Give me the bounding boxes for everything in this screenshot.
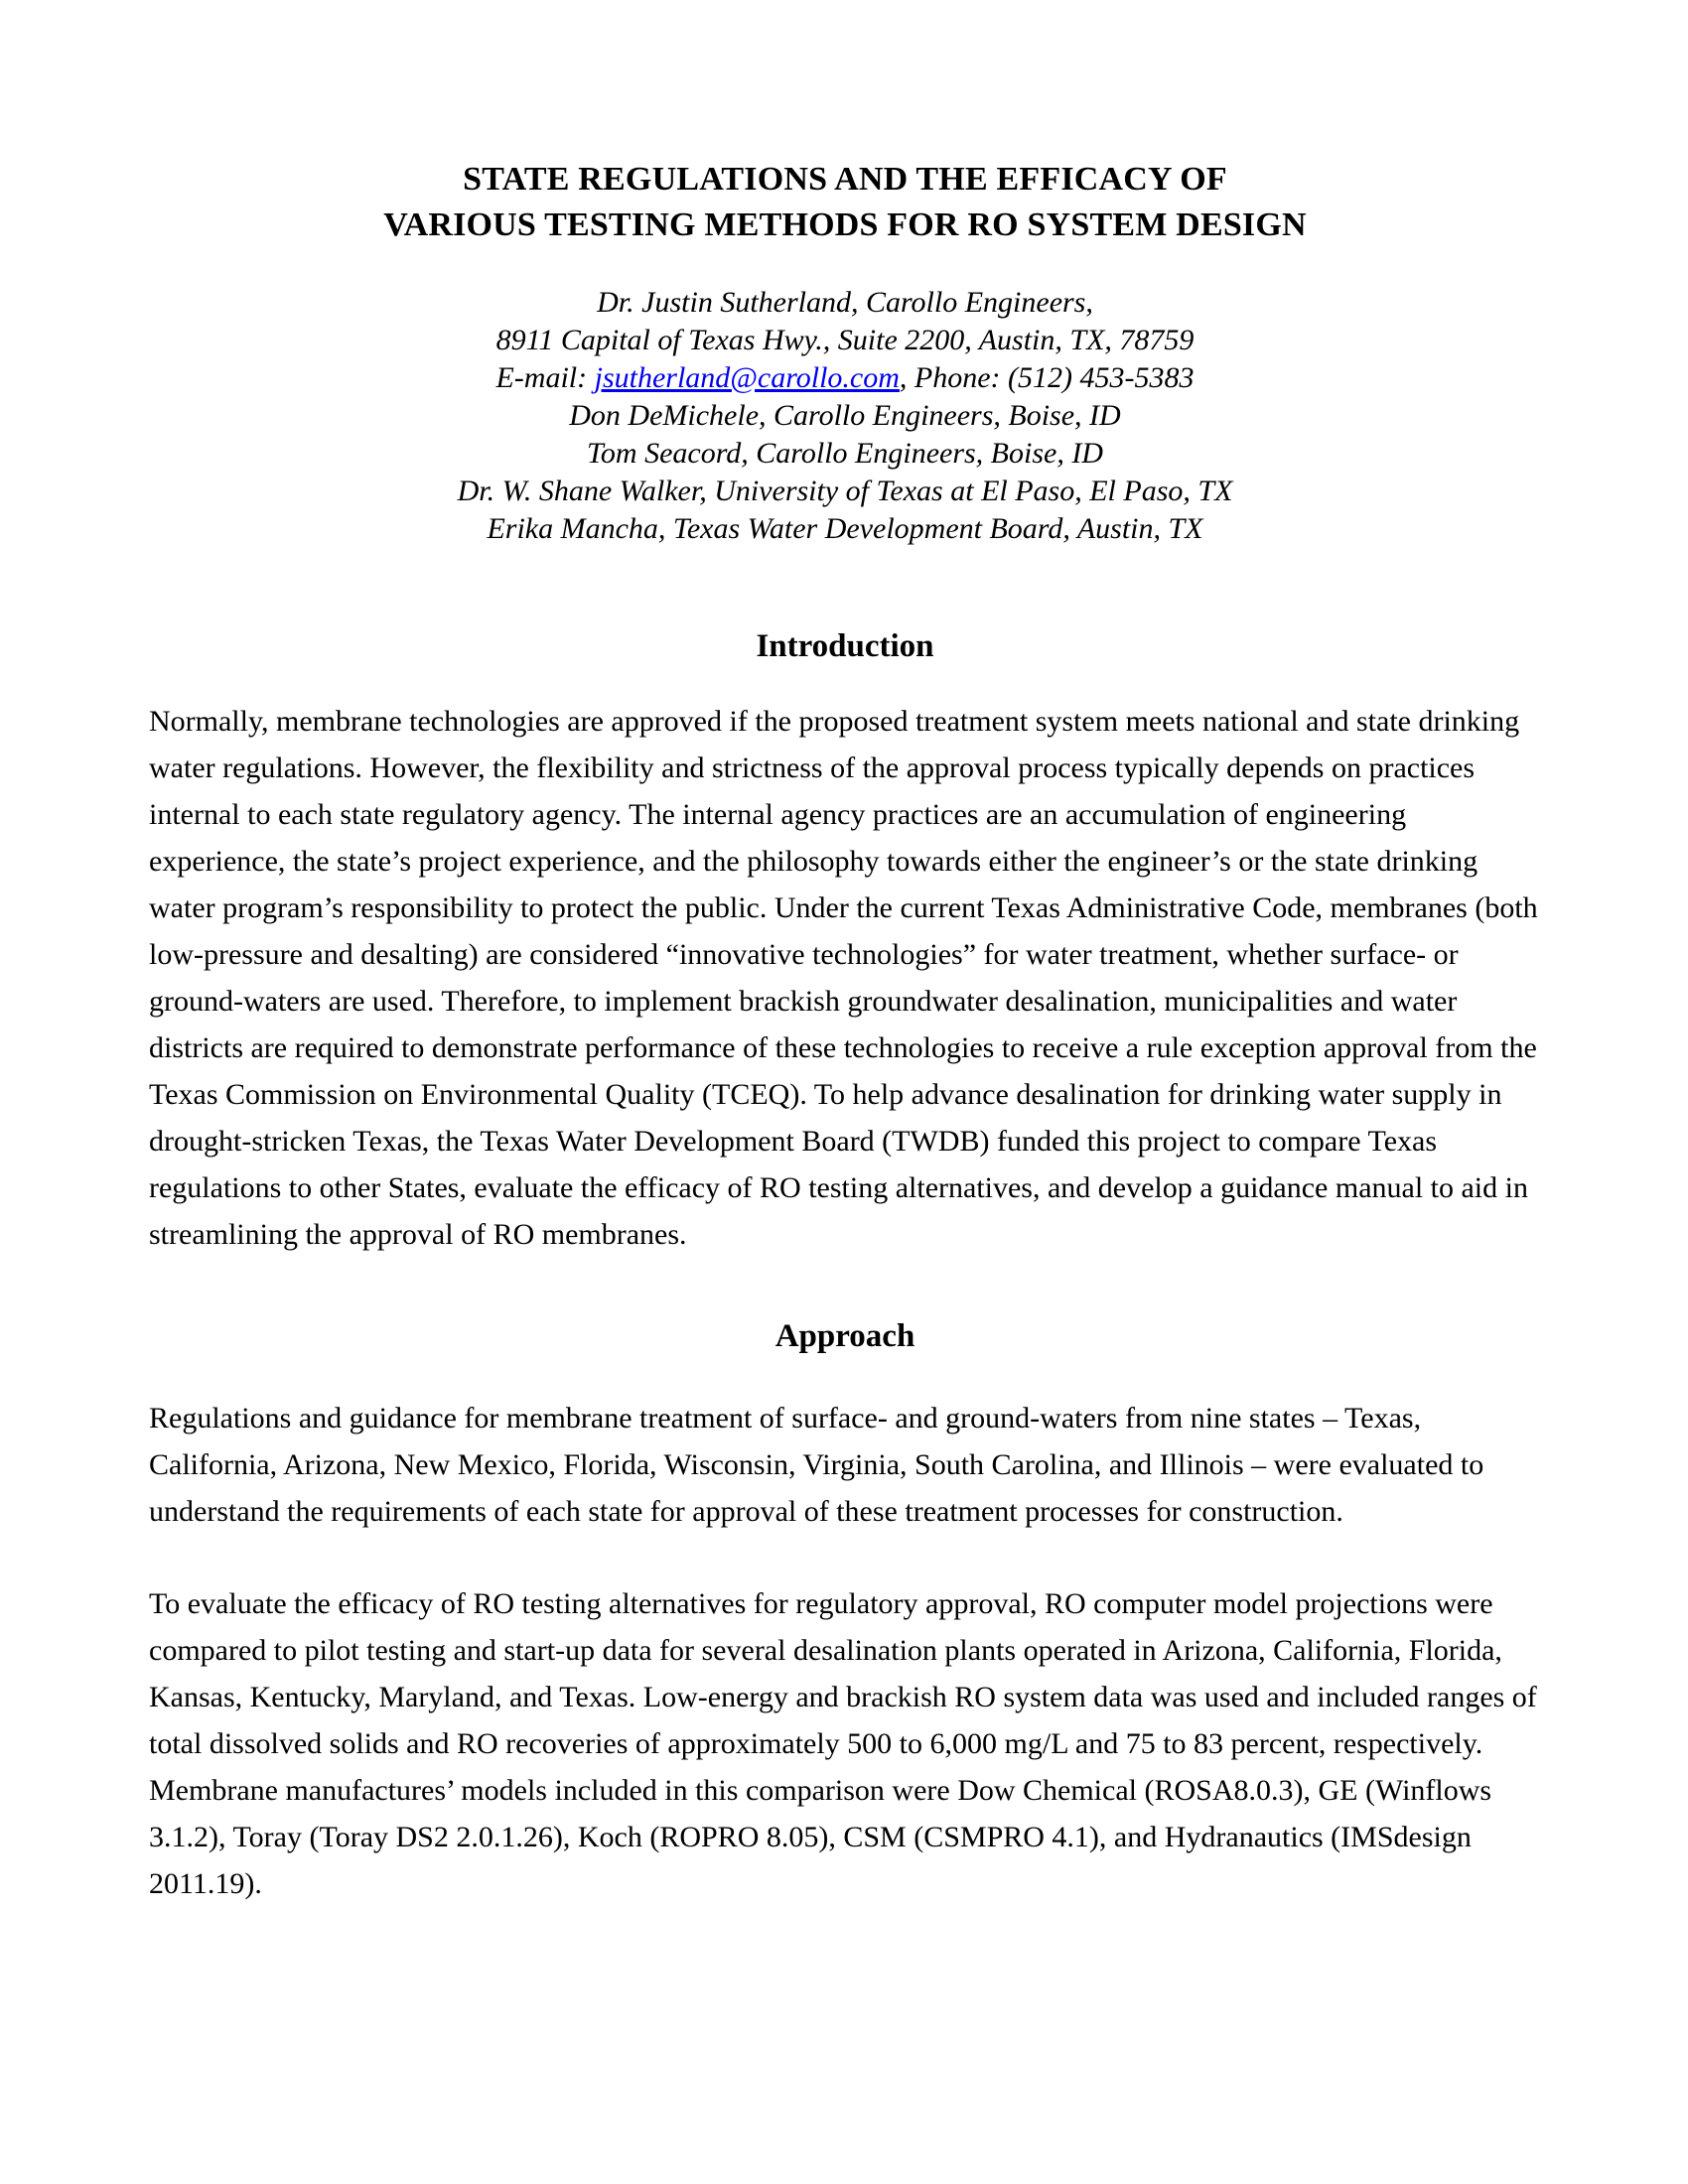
paper-title	[149, 157, 1541, 248]
author-address: 8911 Capital of Texas Hwy., Suite 2200, Austin, TX, 78759	[495, 324, 1195, 356]
author-name-affiliation: Don DeMichele, Carollo Engineers, Boise, ID	[569, 399, 1121, 432]
phone-text: , Phone: (512) 453-5383	[899, 361, 1195, 394]
section-heading-introduction: Introduction	[756, 628, 934, 664]
approach-paragraph-1: Regulations and guidance for membrane treatment of surface- and ground-waters from nine states – Texas, California, Arizona, New Mexico, Florida, Wisconsin, Virginia, South Carolina, and Illinois – were evaluated to understand the requirements of each state for approval of these treatment processes for construction.	[149, 1402, 1484, 1528]
approach-paragraph-2: To evaluate the efficacy of RO testing alternatives for regulatory approval, RO computer model projections were compared to pilot testing and start-up data for several desalination plants operated in Arizona, California, Florida, Kansas, Kentucky, Maryland, and Texas. Low-energy and brackish RO system data was used and included ranges of total dissolved solids and RO recoveries of approximately 500 to 6,000 mg/L and 75 to 83 percent, respectively. Membrane manufactures’ models included in this comparison were Dow Chemical (ROSA8.0.3), GE (Winflows 3.1.2), Toray (Toray DS2 2.0.1.26), Koch (ROPRO 8.05), CSM (CSMPRO 4.1), and Hydranautics (IMSdesign 2011.19).	[149, 1587, 1537, 1900]
paper-title-line1: STATE REGULATIONS AND THE EFFICACY OF	[463, 161, 1227, 198]
email-label: E-mail:	[495, 361, 595, 394]
author-block	[149, 284, 1541, 548]
author-name-affiliation: Tom Seacord, Carollo Engineers, Boise, ID	[587, 437, 1103, 470]
paper-title-line2: VARIOUS TESTING METHODS FOR RO SYSTEM DESIGN	[383, 206, 1307, 243]
author-name-affiliation: Dr. W. Shane Walker, University of Texas at El Paso, El Paso, TX	[457, 475, 1233, 507]
author-name-affiliation: Erika Mancha, Texas Water Development Board, Austin, TX	[487, 512, 1203, 545]
author-name-affiliation: Dr. Justin Sutherland, Carollo Engineers,	[597, 286, 1093, 319]
introduction-paragraph: Normally, membrane technologies are approved if the proposed treatment system meets national and state drinking water regulations. However, the flexibility and strictness of the approval process typically depends on practices internal to each state regulatory agency. The internal agency practices are an accumulation of engineering experience, the state’s project experience, and the philosophy towards either the engineer’s or the state drinking water program’s responsibility to protect the public. Under the current Texas Administrative Code, membranes (both low-pressure and desalting) are considered “innovative technologies” for water treatment, whether surface- or ground-waters are used. Therefore, to implement brackish groundwater desalination, municipalities and water districts are required to demonstrate performance of these technologies to receive a rule exception approval from the Texas Commission on Environmental Quality (TCEQ). To help advance desalination for drinking water supply in drought-stricken Texas, the Texas Water Development Board (TWDB) funded this project to compare Texas regulations to other States, evaluate the efficacy of RO testing alternatives, and develop a guidance manual to aid in streamlining the approval of RO membranes.	[149, 705, 1538, 1251]
section-heading-approach: Approach	[774, 1318, 915, 1354]
author-contact-line	[149, 359, 1541, 397]
email-link[interactable]: jsutherland@carollo.com	[594, 361, 900, 394]
